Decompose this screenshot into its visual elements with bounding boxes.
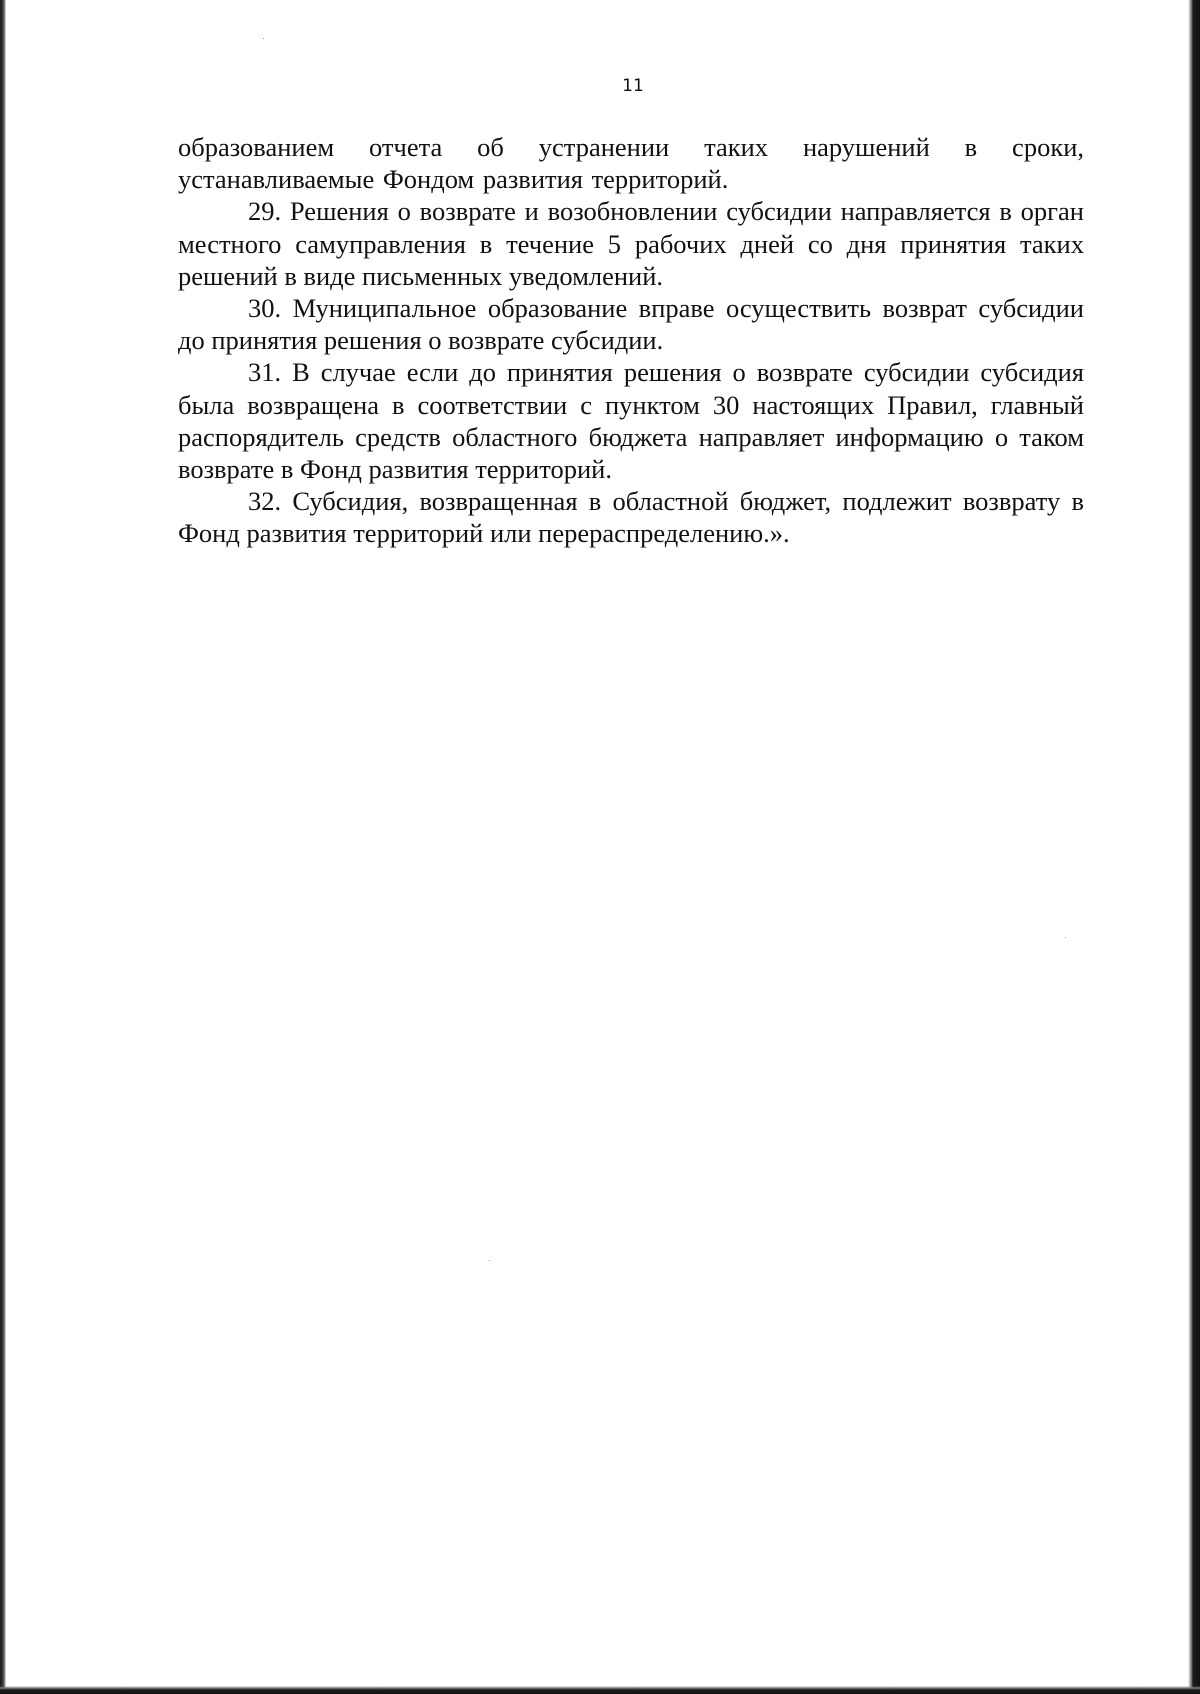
page-number: 11	[622, 76, 644, 96]
scan-edge-left	[0, 0, 6, 1694]
scan-speck	[1065, 937, 1066, 938]
paragraph-continuation: образованием отчета об устранении таких нарушений в сроки, устанавливаемые Фондом развития территорий.	[178, 132, 1084, 195]
paragraph-31: 31. В случае если до принятия решения о возврате субсидии субсидия была возвращена в соответствии с пунктом 30 настоящих Правил, главный распорядитель средств областного бюджета направляет информацию о таком возврате в Фонд развития территорий.	[178, 357, 1084, 485]
document-body	[178, 131, 1084, 550]
scan-edge-right	[1188, 0, 1200, 1694]
scan-speck	[263, 38, 264, 39]
scan-edge-bottom	[0, 1686, 1200, 1694]
scan-speck	[489, 1260, 490, 1261]
paragraph-29: 29. Решения о возврате и возобновлении субсидии направляется в орган местного самуправления в течение 5 рабочих дней со дня принятия таких решений в виде письменных уведомлений.	[178, 196, 1084, 291]
paragraph-32: 32. Субсидия, возвращенная в областной бюджет, подлежит возврату в Фонд развития территорий или перераспределению.».	[178, 486, 1084, 549]
paragraph-30: 30. Муниципальное образование вправе осуществить возврат субсидии до принятия решения о возврате субсидии.	[178, 293, 1084, 356]
